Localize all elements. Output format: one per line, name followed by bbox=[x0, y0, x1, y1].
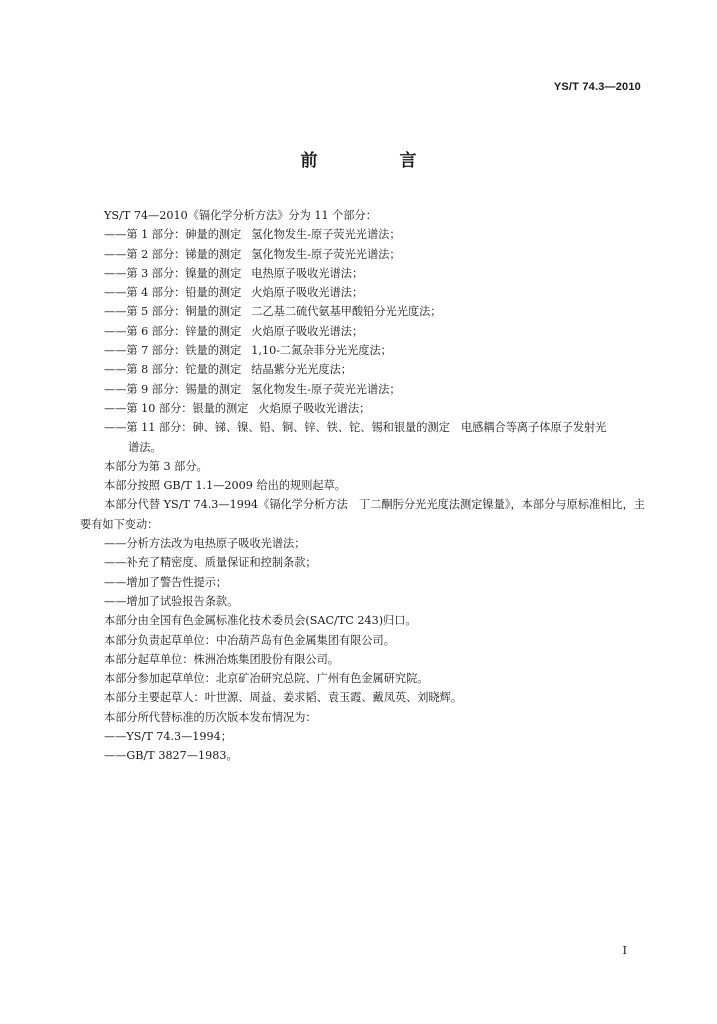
list-item: ——补充了精密度、质量保证和控制条款； bbox=[104, 556, 317, 570]
paragraph-main-drafters: 本部分主要起草人：叶世源、周益、姜求韬、袁玉霞、戴凤英、刘晓辉。 bbox=[104, 691, 463, 705]
intro-line: YS/T 74—2010《镉化学分析方法》分为 11 个部分： bbox=[104, 209, 377, 222]
page-title: 前 言 bbox=[300, 151, 455, 171]
list-item: ——增加了警告性提示； bbox=[104, 575, 228, 589]
list-item: ——YS/T 74.3—1994； bbox=[104, 730, 232, 744]
parts-list bbox=[80, 225, 645, 457]
paragraph-technical-committee: 本部分由全国有色金属标准化技术委员会(SAC/TC 243)归口。 bbox=[104, 614, 417, 628]
paragraph-drafting-rules: 本部分按照 GB/T 1.1—2009 给出的规则起草。 bbox=[104, 479, 346, 493]
list-item: ——第 1 部分：砷量的测定 氢化物发生-原子荧光光谱法； bbox=[104, 228, 401, 242]
history-list bbox=[80, 727, 645, 766]
page-number: I bbox=[622, 944, 627, 957]
list-item: ——第 5 部分：铜量的测定 二乙基二硫代氨基甲酸铅分光光度法； bbox=[104, 305, 442, 319]
paragraph-drafting-unit: 本部分起草单位：株洲冶炼集团股份有限公司。 bbox=[104, 652, 339, 666]
paragraph-history-intro: 本部分所代替标准的历次版本发布情况为： bbox=[104, 710, 317, 724]
paragraph-this-part: 本部分为第 3 部分。 bbox=[104, 459, 208, 473]
list-item: ——第 4 部分：铅量的测定 火焰原子吸收光谱法； bbox=[104, 286, 364, 300]
list-item: ——分析方法改为电热原子吸收光谱法； bbox=[104, 537, 306, 551]
list-item: ——第 10 部分：银量的测定 火焰原子吸收光谱法； bbox=[104, 401, 371, 415]
list-item: ——第 2 部分：锑量的测定 氢化物发生-原子荧光光谱法； bbox=[104, 247, 401, 261]
changes-list bbox=[80, 534, 645, 611]
standard-number: YS/T 74.3—2010 bbox=[553, 81, 641, 93]
list-item: ——第 8 部分：铊量的测定 结晶紫分光光度法； bbox=[104, 363, 352, 377]
list-item: ——第 7 部分：铁量的测定 1,10-二氮杂菲分光光度法； bbox=[104, 344, 392, 358]
list-item: ——第 11 部分：砷、锑、镍、铅、铜、锌、铁、铊、锡和银量的测定 电感耦合等离子体原子发射光 谱法。 bbox=[104, 421, 607, 454]
list-item: ——增加了试验报告条款。 bbox=[104, 594, 239, 608]
list-item: ——第 6 部分：锌量的测定 火焰原子吸收光谱法； bbox=[104, 324, 364, 338]
paragraph-replaces: 本部分代替 YS/T 74.3—1994《镉化学分析方法 丁二酮肟分光光度法测定镍量》，本部分与原标准相比，主要有如下变动： bbox=[80, 498, 645, 531]
list-item: ——第 9 部分：锡量的测定 氢化物发生-原子荧光光谱法； bbox=[104, 382, 401, 396]
paragraph-responsible-unit: 本部分负责起草单位：中冶葫芦岛有色金属集团有限公司。 bbox=[104, 633, 395, 647]
list-item: ——第 3 部分：镍量的测定 电热原子吸收光谱法； bbox=[104, 266, 364, 280]
paragraph-participating-units: 本部分参加起草单位：北京矿冶研究总院、广州有色金属研究院。 bbox=[104, 672, 429, 686]
closing-paragraphs bbox=[80, 611, 645, 727]
preface-content bbox=[80, 206, 645, 766]
list-item: ——GB/T 3827—1983。 bbox=[104, 749, 238, 763]
